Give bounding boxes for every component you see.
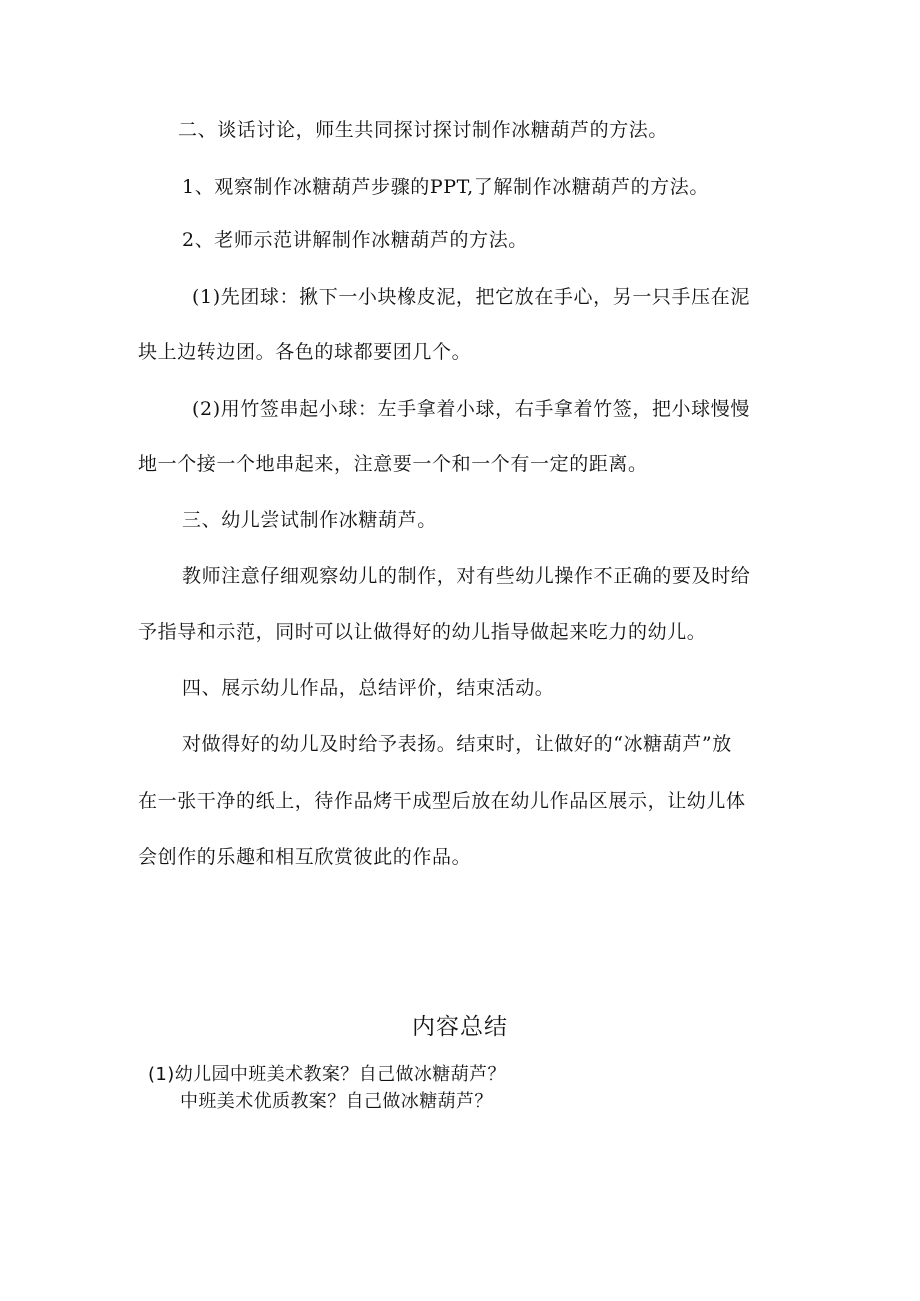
- summary-line-1: (1)幼儿园中班美术教案？自己做冰糖葫芦？: [148, 1064, 506, 1085]
- step-2-text: 2、老师示范讲解制作冰糖葫芦的方法。: [182, 229, 528, 251]
- section-heading-display: 四、展示幼儿作品，总结评价，结束活动。: [182, 677, 555, 699]
- substep-1-line-2: 块上边转边团。各色的球都要团几个。: [138, 341, 472, 363]
- summary-title: 内容总结: [412, 1014, 508, 1040]
- display-paragraph-line-1: 对做得好的幼儿及时给予表扬。结束时，让做好的“冰糖葫芦”放: [182, 733, 732, 755]
- display-paragraph-line-2: 在一张干净的纸上，待作品烤干成型后放在幼儿作品区展示，让幼儿体: [138, 790, 746, 812]
- substep-2-line-2: 地一个接一个地串起来，注意要一个和一个有一定的距离。: [138, 453, 648, 475]
- step-1-text: 1、观察制作冰糖葫芦步骤的PPT,了解制作冰糖葫芦的方法。: [182, 176, 709, 198]
- practice-paragraph-line-2: 予指导和示范，同时可以让做得好的幼儿指导做起来吃力的幼儿。: [138, 621, 707, 643]
- section-heading-practice: 三、幼儿尝试制作冰糖葫芦。: [182, 509, 437, 531]
- substep-1-line-1: (1)先团球：揪下一小块橡皮泥，把它放在手心，另一只手压在泥: [192, 286, 750, 308]
- section-heading-discussion: 二、谈话讨论，师生共同探讨探讨制作冰糖葫芦的方法。: [178, 119, 669, 141]
- display-paragraph-line-3: 会创作的乐趣和相互欣赏彼此的作品。: [138, 846, 472, 868]
- practice-paragraph-line-1: 教师注意仔细观察幼儿的制作，对有些幼儿操作不正确的要及时给: [182, 565, 751, 587]
- substep-2-line-1: (2)用竹签串起小球：左手拿着小球，右手拿着竹签，把小球慢慢: [192, 398, 750, 420]
- summary-line-2: 中班美术优质教案？自己做冰糖葫芦？: [180, 1091, 493, 1112]
